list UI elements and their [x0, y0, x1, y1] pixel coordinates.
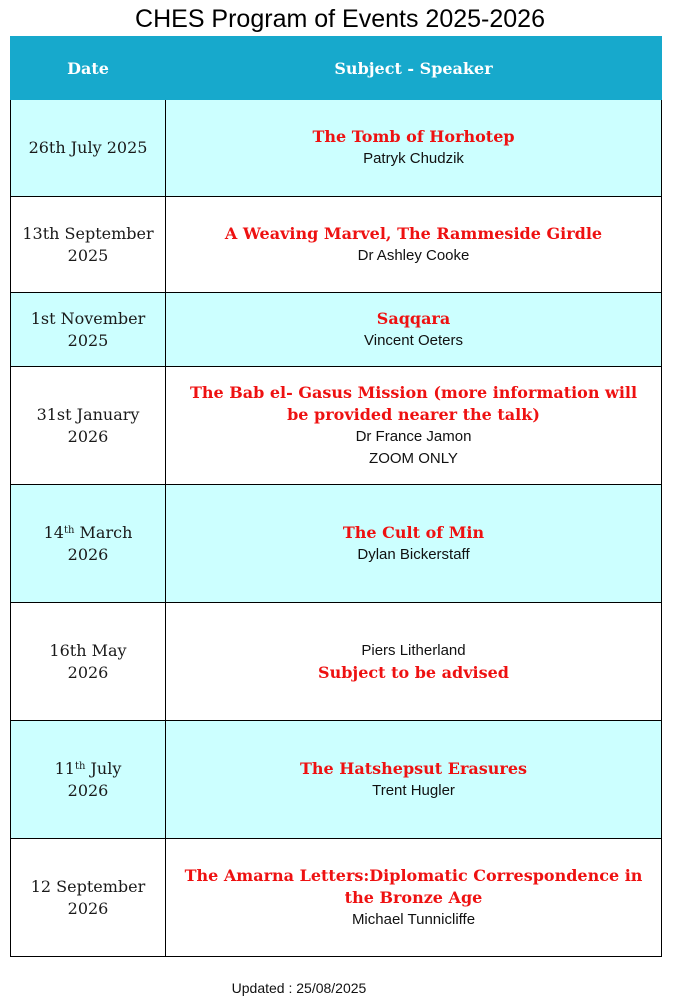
event-details: [166, 839, 662, 957]
event-date-line: 13th September: [22, 223, 154, 243]
event-date-year: 2026: [67, 426, 109, 446]
event-date-month: March: [79, 522, 133, 542]
subject-column-header: Subject - Speaker: [166, 37, 662, 100]
table-row: [11, 100, 662, 197]
event-speaker: Vincent Oeters: [364, 331, 463, 349]
table-row: [11, 839, 662, 957]
event-details: [166, 603, 662, 721]
event-date: [11, 721, 166, 839]
event-date-suffix: th: [63, 524, 75, 536]
event-subject: The Bab el- Gasus Mission (more information will be provided nearer the talk): [189, 382, 638, 424]
event-date: [11, 197, 166, 293]
event-subject: The Cult of Min: [342, 522, 485, 542]
event-subject: The Hatshepsut Erasures: [299, 758, 528, 778]
updated-date: Updated : 25/08/2025: [231, 980, 367, 996]
table-row: [11, 293, 662, 367]
event-date-line: 1st November: [30, 308, 146, 328]
event-date: [11, 485, 166, 603]
table-row: [11, 603, 662, 721]
event-speaker: Dr France Jamon: [355, 427, 472, 445]
event-details: [166, 367, 662, 485]
event-speaker: Patryk Chudzik: [363, 150, 464, 167]
event-date-day: 14: [43, 522, 64, 542]
event-subject: The Tomb of Horhotep: [312, 127, 515, 146]
event-date-year: 2026: [67, 662, 109, 682]
table-row: [11, 367, 662, 485]
event-speaker: Piers Litherland: [361, 641, 466, 659]
event-subject: The Amarna Letters:Diplomatic Correspondence in the Bronze Age: [184, 865, 643, 907]
event-date-year: 2025: [67, 330, 109, 350]
table-row: [11, 197, 662, 293]
event-date-year: 2026: [67, 780, 109, 800]
event-date-line: [11, 758, 165, 780]
event-details: [166, 100, 662, 197]
page-title: CHES Program of Events 2025-2026: [135, 5, 545, 33]
event-date-line: [11, 522, 165, 544]
event-date-year: 2025: [67, 245, 109, 265]
event-subject: Subject to be advised: [318, 662, 509, 682]
event-details: [166, 721, 662, 839]
event-date-suffix: th: [74, 760, 86, 772]
event-date-year: 2026: [67, 898, 109, 918]
event-note: ZOOM ONLY: [369, 449, 458, 467]
table-row: [11, 485, 662, 603]
event-date: [11, 100, 166, 197]
event-speaker: Dr Ashley Cooke: [357, 246, 470, 264]
event-subject: Saqqara: [376, 308, 451, 328]
event-speaker: Dylan Bickerstaff: [357, 545, 470, 563]
event-date-line: 12 September: [30, 876, 146, 896]
event-speaker: Michael Tunnicliffe: [351, 910, 476, 928]
event-details: [166, 293, 662, 367]
date-column-header: Date: [11, 37, 166, 100]
event-date: [11, 603, 166, 721]
event-date-line: 26th July 2025: [28, 138, 148, 157]
event-details: [166, 197, 662, 293]
event-date: [11, 839, 166, 957]
event-date-day: 11: [54, 758, 75, 778]
event-date-line: 16th May: [49, 640, 127, 660]
event-date-year: 2026: [67, 544, 109, 564]
event-date-month: July: [90, 758, 122, 778]
event-speaker: Trent Hugler: [372, 781, 455, 799]
event-subject: A Weaving Marvel, The Rammeside Girdle: [224, 223, 603, 243]
table-row: [11, 721, 662, 839]
event-details: [166, 485, 662, 603]
table-header-row: [11, 37, 662, 100]
events-table: [10, 36, 662, 957]
event-date: [11, 293, 166, 367]
event-date: [11, 367, 166, 485]
event-date-line: 31st January: [36, 404, 140, 424]
